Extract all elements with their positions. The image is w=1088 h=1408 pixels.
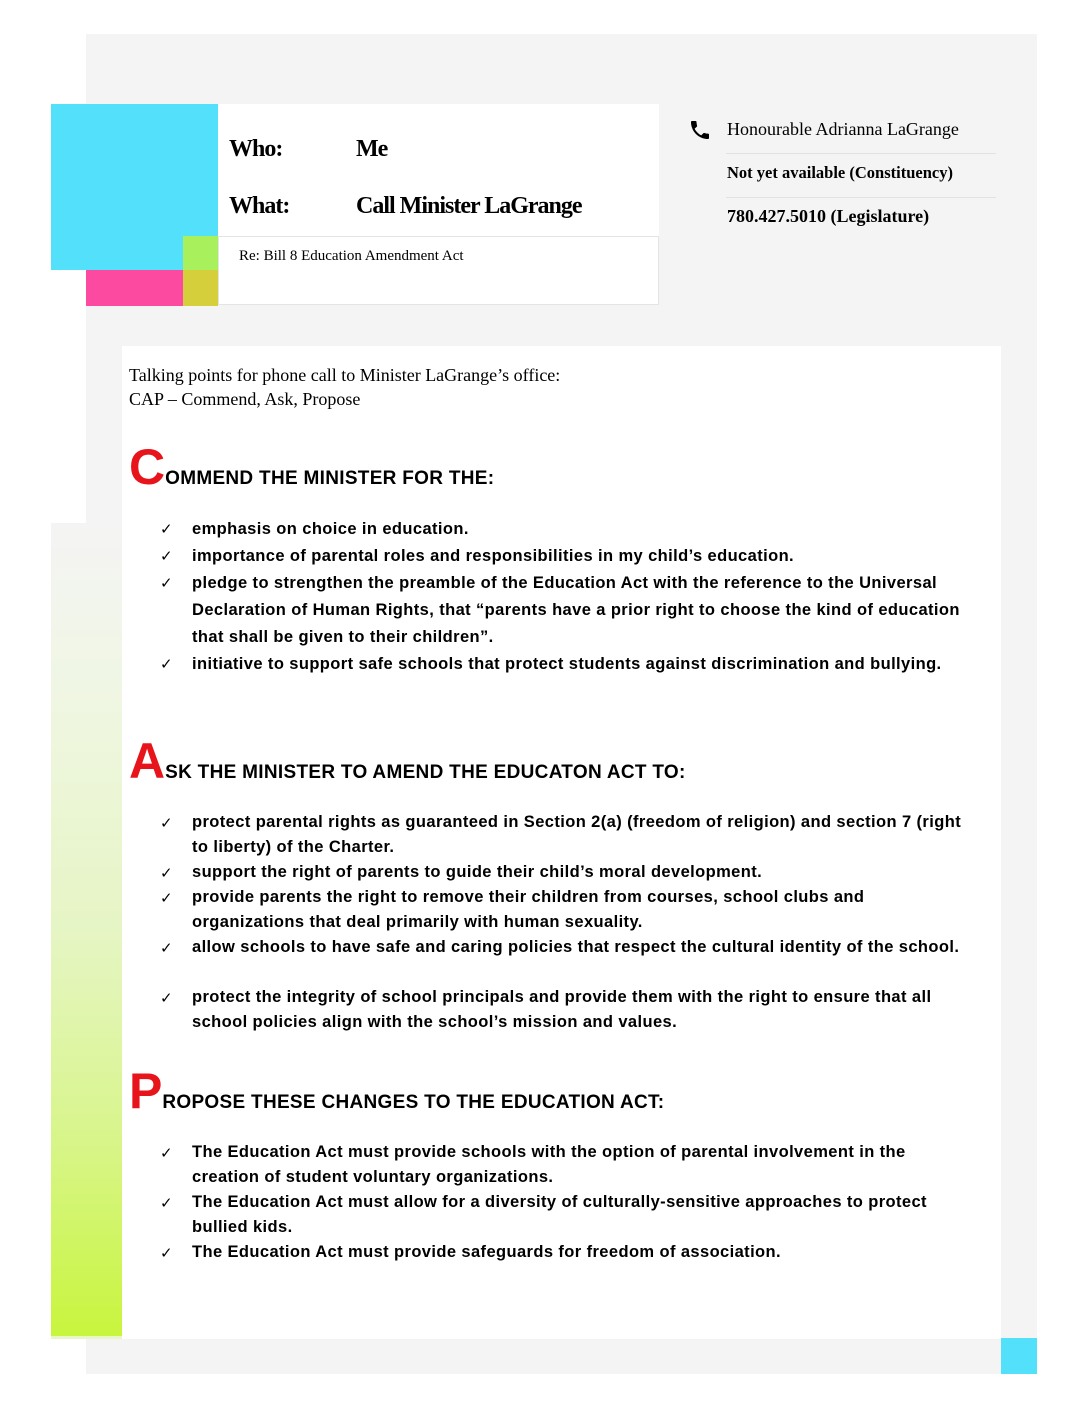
list-item: pledge to strengthen the preamble of the Education Act with the reference to the Universal Declaration of Human Rights, that “parents have a prior right to choose the kind of education that shall be given to their children”. (192, 574, 960, 646)
check-icon: ✓ (160, 814, 173, 832)
check-icon: ✓ (160, 989, 173, 1007)
check-icon: ✓ (160, 574, 173, 592)
list-item: importance of parental roles and responsibilities in my child’s education. (192, 547, 795, 565)
check-icon: ✓ (160, 864, 173, 882)
contact-name: Honourable Adrianna LaGrange (727, 119, 959, 139)
who-label: Who: (229, 136, 283, 162)
re-line: Re: Bill 8 Education Amendment Act (239, 248, 464, 264)
list-item: initiative to support safe schools that protect students against discrimination and bullying. (192, 655, 942, 673)
heading-text: OMMEND THE MINISTER FOR THE: (165, 468, 495, 489)
contact-constituency: Not yet available (Constituency) (727, 163, 953, 182)
phone-icon (688, 118, 712, 142)
contact-divider (726, 153, 996, 154)
what-label: What: (229, 193, 290, 219)
check-icon: ✓ (160, 1194, 173, 1212)
section-heading-propose (129, 1063, 665, 1119)
heading-text: SK THE MINISTER TO AMEND THE EDUCATON ACT TO: (165, 762, 686, 783)
check-icon: ✓ (160, 889, 173, 907)
drop-letter: C (129, 439, 166, 495)
decorative-gradient-strip (51, 523, 122, 1339)
decorative-olive-square (183, 270, 218, 306)
contact-divider (726, 197, 996, 198)
check-icon: ✓ (160, 1144, 173, 1162)
list-item: provide parents the right to remove their children from courses, school clubs and organizations that deal primarily with human sexuality. (192, 888, 865, 931)
intro-line: Talking points for phone call to Minister LaGrange’s office: (129, 365, 561, 385)
drop-letter: P (129, 1063, 163, 1119)
who-value: Me (356, 136, 388, 162)
section-heading-commend (129, 439, 495, 495)
list-item: allow schools to have safe and caring policies that respect the cultural identity of the school. (192, 938, 960, 956)
list-item: emphasis on choice in education. (192, 520, 469, 538)
re-box (218, 236, 659, 305)
list-item: protect the integrity of school principals and provide them with the right to ensure that all school policies align with the school’s mission and values. (192, 988, 932, 1031)
check-icon: ✓ (160, 547, 173, 565)
contact-legislature-phone: 780.427.5010 (Legislature) (727, 206, 930, 226)
drop-letter: A (129, 733, 166, 789)
list-item: support the right of parents to guide their child’s moral development. (192, 863, 763, 881)
list-item: The Education Act must provide safeguards for freedom of association. (192, 1243, 782, 1261)
list-item: protect parental rights as guaranteed in Section 2(a) (freedom of religion) and section 7 (right to liberty) of the Charter. (192, 813, 962, 856)
intro-text (129, 363, 560, 411)
intro-line: CAP – Commend, Ask, Propose (129, 389, 361, 409)
check-icon: ✓ (160, 655, 173, 673)
check-icon: ✓ (160, 939, 173, 957)
list-item: The Education Act must provide schools with the option of parental involvement in the creation of student voluntary organizations. (192, 1143, 906, 1186)
decorative-pink-block (86, 270, 183, 306)
section-heading-ask (129, 733, 686, 789)
heading-text: ROPOSE THESE CHANGES TO THE EDUCATION ACT: (162, 1092, 665, 1113)
check-icon: ✓ (160, 1244, 173, 1262)
decorative-lime-square (183, 236, 218, 270)
decorative-corner-square (1001, 1338, 1037, 1374)
what-value: Call Minister LaGrange (356, 193, 582, 219)
list-item: The Education Act must allow for a diversity of culturally-sensitive approaches to protect bullied kids. (192, 1193, 927, 1236)
check-icon: ✓ (160, 520, 173, 538)
